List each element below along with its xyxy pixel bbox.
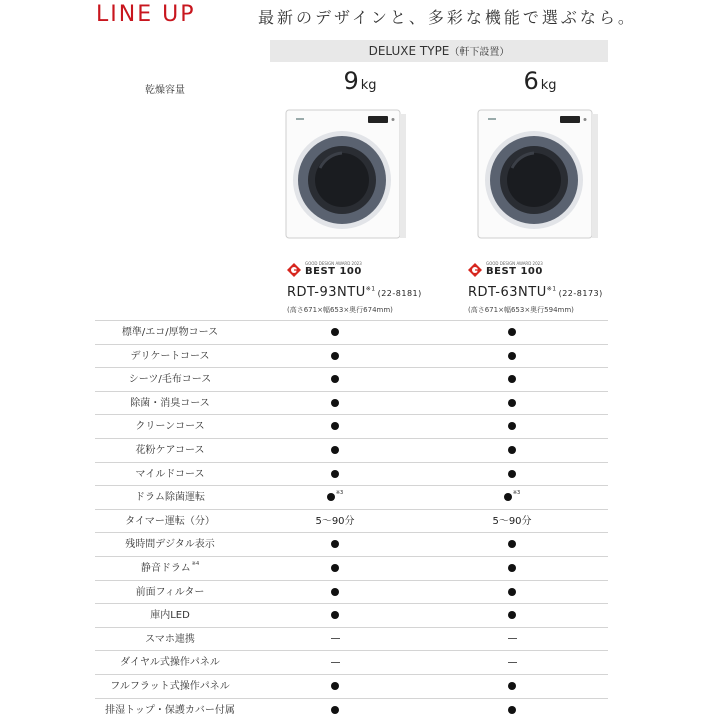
feature-label-text: ダイヤル式操作パネル <box>120 657 220 669</box>
feature-label <box>95 463 245 486</box>
not-supported-dash-icon <box>331 638 340 639</box>
feature-label-text: シーツ/毛布コース <box>128 374 212 386</box>
award-title: BEST 100 <box>305 266 362 277</box>
value-9kg <box>275 463 395 486</box>
value-9kg <box>275 510 395 533</box>
supported-dot-icon <box>508 375 516 383</box>
feature-label-text: デリケートコース <box>130 350 210 362</box>
dryer-image-9kg <box>280 108 412 240</box>
feature-note: ※4 <box>191 560 200 567</box>
type-banner <box>270 40 608 62</box>
award-title: BEST 100 <box>486 266 543 277</box>
value-6kg <box>452 604 572 627</box>
supported-dot-icon <box>331 706 339 714</box>
feature-label-text: マイルドコース <box>135 468 205 480</box>
feature-label <box>95 628 245 651</box>
supported-dot-icon <box>331 328 339 336</box>
capacity-value: 6 <box>523 67 539 95</box>
value-9kg <box>275 415 395 438</box>
supported-dot-icon <box>331 588 339 596</box>
supported-dot-icon <box>331 422 339 430</box>
table-row <box>95 320 608 344</box>
table-row <box>95 627 608 651</box>
table-row <box>95 414 608 438</box>
table-row <box>95 580 608 604</box>
feature-label-text: 庫内LED <box>150 610 190 622</box>
value-6kg <box>452 321 572 344</box>
table-row <box>95 698 608 722</box>
supported-dot-icon <box>331 540 339 548</box>
supported-dot-icon <box>508 399 516 407</box>
value-9kg <box>275 699 395 722</box>
value-9kg <box>275 533 395 556</box>
supported-dot-icon <box>508 706 516 714</box>
not-supported-dash-icon <box>508 662 517 663</box>
award-caption: GOOD DESIGN AWARD 2023 <box>305 261 362 266</box>
feature-label <box>95 699 245 722</box>
value-9kg <box>275 651 395 674</box>
model-code: (22-8181) <box>377 289 422 298</box>
supported-dot-icon <box>331 611 339 619</box>
model-note: ※1 <box>546 285 557 293</box>
value-9kg <box>275 628 395 651</box>
feature-label <box>95 581 245 604</box>
good-design-logo-icon <box>287 263 301 277</box>
capacity-value: 9 <box>343 67 359 95</box>
value-note: ※3 <box>512 490 521 497</box>
supported-dot-icon <box>504 493 512 501</box>
model-code: (22-8173) <box>558 289 603 298</box>
feature-label-text: 残時間デジタル表示 <box>125 539 215 551</box>
table-row <box>95 344 608 368</box>
award-caption: GOOD DESIGN AWARD 2023 <box>486 261 543 266</box>
table-row <box>95 556 608 580</box>
value-9kg <box>275 604 395 627</box>
value-6kg <box>452 463 572 486</box>
supported-dot-icon <box>331 399 339 407</box>
dryer-image-6kg <box>472 108 604 240</box>
feature-label-text: 標準/エコ/厚物コース <box>121 327 219 338</box>
feature-label-text: スマホ連携 <box>145 633 195 645</box>
table-row <box>95 650 608 674</box>
value-9kg <box>275 486 395 509</box>
feature-label <box>95 321 245 344</box>
model-note: ※1 <box>365 285 376 293</box>
table-row <box>95 674 608 698</box>
feature-label-text: ドラム除菌運転 <box>135 492 205 504</box>
table-row <box>95 485 608 509</box>
table-row <box>95 532 608 556</box>
value-text: 5〜90分 <box>315 515 355 527</box>
value-6kg <box>452 675 572 698</box>
value-note: ※3 <box>335 490 344 497</box>
supported-dot-icon <box>508 588 516 596</box>
feature-label <box>95 651 245 674</box>
supported-dot-icon <box>331 375 339 383</box>
value-9kg <box>275 368 395 391</box>
value-6kg <box>452 651 572 674</box>
supported-dot-icon <box>508 422 516 430</box>
table-row <box>95 509 608 533</box>
supported-dot-icon <box>331 352 339 360</box>
supported-dot-icon <box>508 328 516 336</box>
table-row <box>95 462 608 486</box>
value-6kg <box>452 486 572 509</box>
table-row <box>95 603 608 627</box>
supported-dot-icon <box>331 470 339 478</box>
capacity-9kg <box>320 67 400 95</box>
supported-dot-icon <box>508 611 516 619</box>
value-6kg <box>452 581 572 604</box>
feature-label <box>95 439 245 462</box>
value-6kg <box>452 439 572 462</box>
not-supported-dash-icon <box>331 662 340 663</box>
value-9kg <box>275 581 395 604</box>
table-row <box>95 391 608 415</box>
supported-dot-icon <box>508 682 516 690</box>
supported-dot-icon <box>331 564 339 572</box>
tagline: 最新のデザインと、多彩な機能で選ぶなら。 <box>258 8 637 27</box>
not-supported-dash-icon <box>508 638 517 639</box>
feature-label-text: 前面フィルター <box>135 586 205 598</box>
model-dimensions: (高さ671×幅653×奥行594mm) <box>468 306 574 314</box>
model-dimensions: (高さ671×幅653×奥行674mm) <box>287 306 393 314</box>
value-6kg <box>452 533 572 556</box>
value-6kg <box>452 368 572 391</box>
feature-label <box>95 392 245 415</box>
value-6kg <box>452 392 572 415</box>
value-6kg <box>452 557 572 580</box>
supported-dot-icon <box>331 446 339 454</box>
table-row <box>95 367 608 391</box>
type-name: DELUXE TYPE <box>368 44 450 58</box>
value-9kg <box>275 345 395 368</box>
value-9kg <box>275 675 395 698</box>
feature-label <box>95 345 245 368</box>
feature-table <box>95 320 608 721</box>
type-sub: （軒下設置） <box>449 47 510 58</box>
feature-label-text: 静音ドラム <box>140 562 191 574</box>
feature-label <box>95 557 245 580</box>
value-9kg <box>275 439 395 462</box>
feature-label-text: 花粉ケアコース <box>135 444 205 456</box>
good-design-logo-icon <box>468 263 482 277</box>
capacity-unit: kg <box>360 78 377 93</box>
supported-dot-icon <box>327 493 335 501</box>
feature-label <box>95 368 245 391</box>
feature-label-text: タイマー運転（分） <box>125 515 215 527</box>
supported-dot-icon <box>331 682 339 690</box>
feature-label <box>95 510 245 533</box>
feature-label-text: クリーンコース <box>135 421 205 433</box>
capacity-label: 乾燥容量 <box>145 85 185 96</box>
value-9kg <box>275 557 395 580</box>
value-9kg <box>275 321 395 344</box>
model-number: RDT-63NTU <box>468 285 547 300</box>
supported-dot-icon <box>508 446 516 454</box>
value-6kg <box>452 510 572 533</box>
value-6kg <box>452 345 572 368</box>
supported-dot-icon <box>508 540 516 548</box>
feature-label <box>95 675 245 698</box>
feature-label-text: フルフラット式操作パネル <box>110 680 230 692</box>
feature-label <box>95 486 245 509</box>
model-name-6kg <box>468 285 603 300</box>
supported-dot-icon <box>508 470 516 478</box>
value-6kg <box>452 415 572 438</box>
value-6kg <box>452 699 572 722</box>
page-title: LINE UP <box>96 2 196 27</box>
feature-label-text: 除菌・消臭コース <box>130 397 210 409</box>
table-row <box>95 438 608 462</box>
model-number: RDT-93NTU <box>287 285 366 300</box>
model-name-9kg <box>287 285 422 300</box>
feature-label <box>95 415 245 438</box>
feature-label <box>95 604 245 627</box>
capacity-unit: kg <box>540 78 557 93</box>
feature-label <box>95 533 245 556</box>
value-text: 5〜90分 <box>492 515 532 527</box>
supported-dot-icon <box>508 564 516 572</box>
value-9kg <box>275 392 395 415</box>
capacity-6kg <box>500 67 580 95</box>
value-6kg <box>452 628 572 651</box>
feature-label-text: 排湿トップ・保護カバー付属 <box>105 704 235 716</box>
supported-dot-icon <box>508 352 516 360</box>
